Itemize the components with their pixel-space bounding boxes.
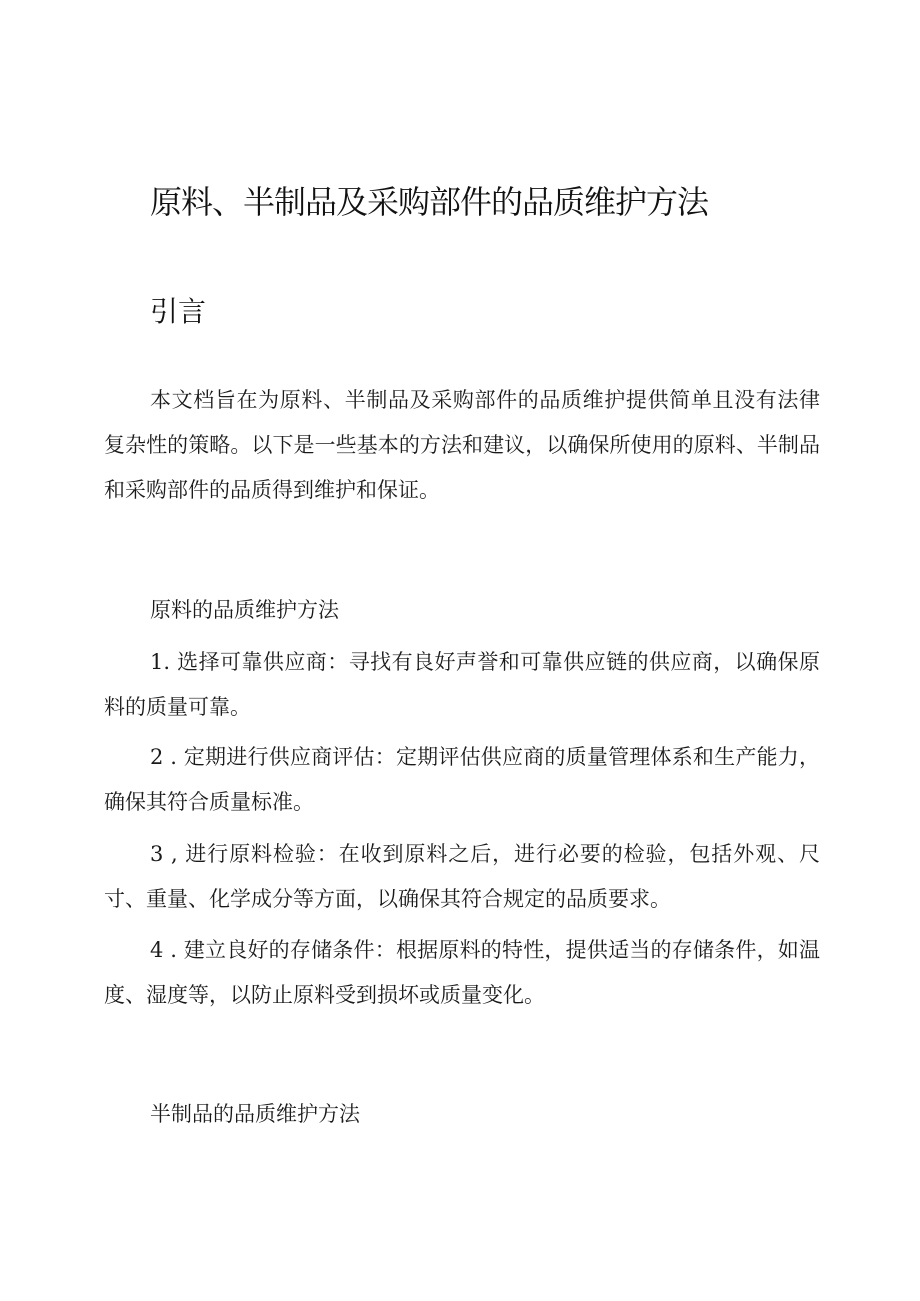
section-heading-semi-finished: 半制品的品质维护方法: [150, 1102, 360, 1126]
list-item: 4 . 建立良好的存储条件：根据原料的特性，提供适当的存储条件，如温度、湿度等，以防止原料受到损坏或质量变化。: [104, 938, 820, 1007]
intro-paragraph: 本文档旨在为原料、半制品及采购部件的品质维护提供简单且没有法律复杂性的策略。以下是一些基本的方法和建议，以确保所使用的原料、半制品和采购部件的品质得到维护和保证。: [104, 388, 820, 502]
list-item: 2 . 定期进行供应商评估：定期评估供应商的质量管理体系和生产能力，确保其符合质量标准。: [104, 745, 820, 814]
list-item: 3 , 进行原料检验：在收到原料之后，进行必要的检验，包括外观、尺寸、重量、化学成分等方面，以确保其符合规定的品质要求。: [104, 842, 820, 911]
section-heading-raw-materials: 原料的品质维护方法: [150, 598, 339, 622]
intro-heading: 引言: [150, 295, 207, 328]
list-item: 1. 选择可靠供应商：寻找有良好声誉和可靠供应链的供应商，以确保原料的质量可靠。: [104, 650, 820, 719]
document-title: 原料、半制品及采购部件的品质维护方法: [150, 183, 709, 221]
